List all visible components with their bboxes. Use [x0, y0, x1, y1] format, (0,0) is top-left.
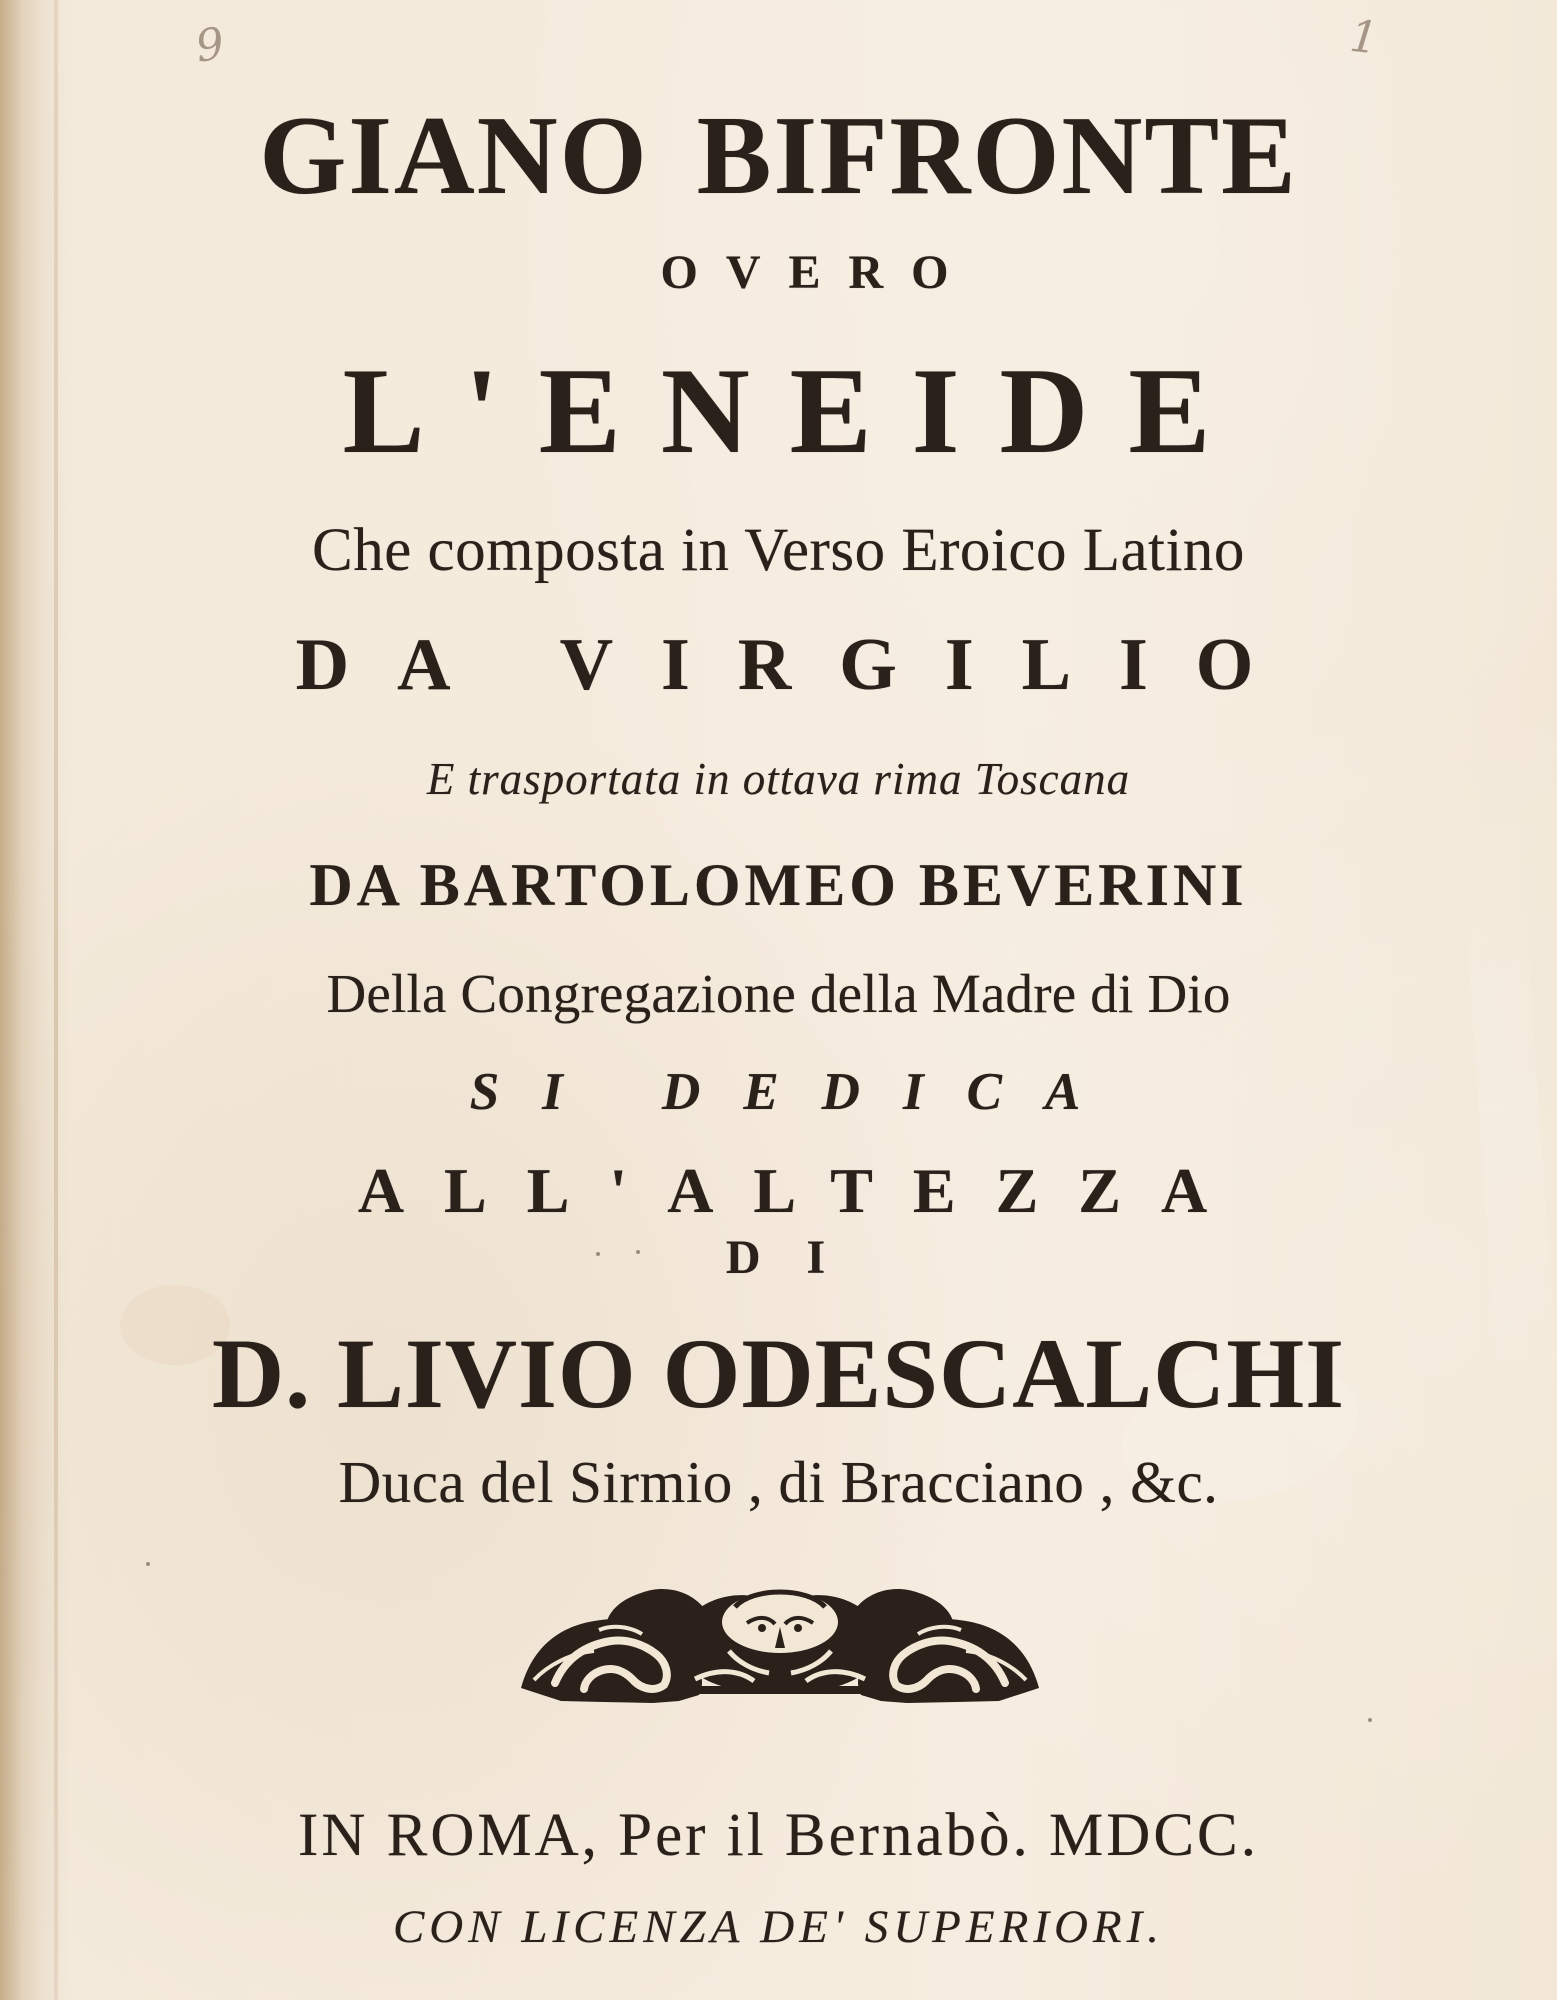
imprint-line: IN ROMA, Per il Bernabò. MDCC.	[298, 1802, 1259, 1869]
license-line: CON LICENZA DE' SUPERIORI.	[392, 1901, 1165, 1953]
ink-speck	[636, 1250, 640, 1254]
translator-name: DA BARTOLOMEO BEVERINI	[309, 852, 1248, 918]
dedication-label: SI DEDICA	[469, 1063, 1124, 1121]
ink-speck	[146, 1562, 150, 1566]
title-connector: OVERO	[660, 246, 977, 299]
book-title: GIANO BIFRONTE	[259, 94, 1298, 218]
dedicatee-name: D. LIVIO ODESCALCHI	[211, 1318, 1346, 1429]
dedicatee-title: Duca del Sirmio , di Bracciano , &c.	[338, 1449, 1219, 1515]
translation-line: E trasportata in ottava rima Toscana	[426, 754, 1131, 804]
subtitle-eneide: L'ENEIDE	[342, 342, 1251, 479]
grotesque-mask-ornament-icon	[515, 1567, 1045, 1709]
author-virgilio: DA VIRGILIO	[295, 624, 1302, 706]
composition-line: Che composta in Verso Eroico Latino	[312, 517, 1245, 584]
handwritten-mark-left: 9	[192, 18, 228, 73]
ink-speck	[1368, 1718, 1372, 1722]
di-line: DI	[725, 1231, 872, 1284]
ink-speck	[596, 1252, 600, 1256]
altezza-line: ALL'ALTEZZA	[357, 1155, 1248, 1226]
handwritten-mark-right: 1	[1347, 10, 1381, 65]
congregation-line: Della Congregazione della Madre di Dio	[326, 963, 1231, 1024]
